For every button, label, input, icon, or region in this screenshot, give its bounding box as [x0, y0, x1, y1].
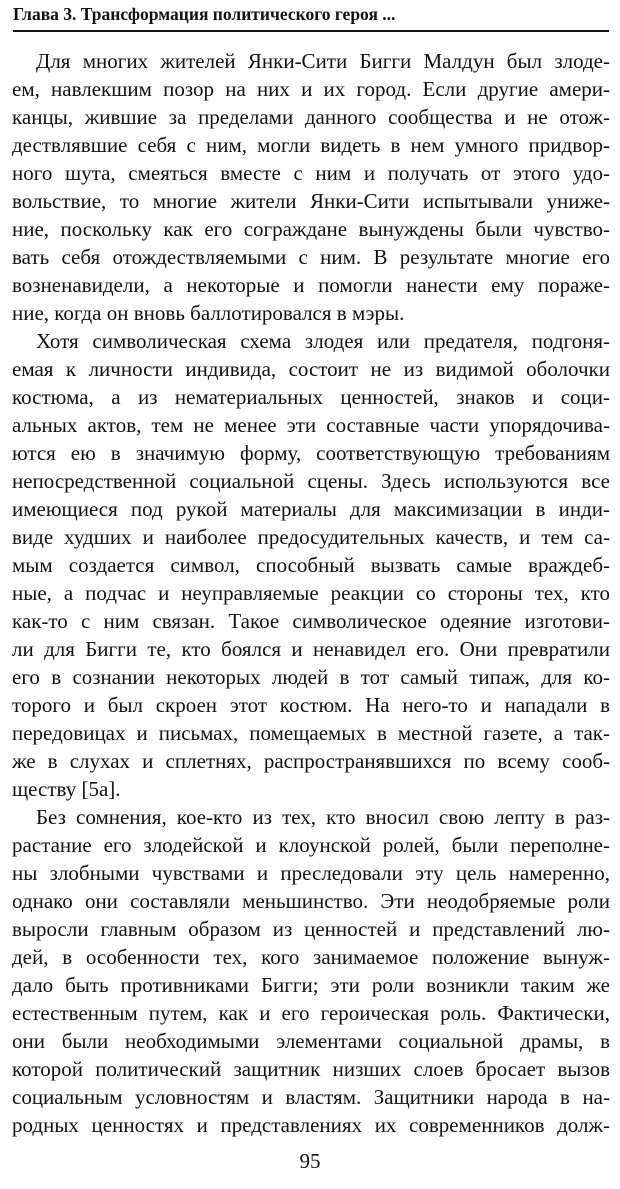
text-line: альных актов, тем не менее эти составные части упорядочива- — [12, 413, 610, 437]
text-line: Без сомнения, кое-кто из тех, кто вносил свою лепту в раз- — [36, 805, 610, 829]
text-line: вольствие, то многие жители Янки-Сити испытывали униже- — [12, 189, 610, 213]
text-line: ли для Бигги те, кто боялся и ненавидел его. Они превратили — [12, 637, 610, 661]
text-line: Для многих жителей Янки-Сити Бигги Малдун был злоде- — [36, 49, 610, 73]
text-line: они были необходимыми элементами социальной драмы, в — [12, 1029, 610, 1053]
page-number: 95 — [299, 1149, 321, 1173]
text-line: возненавидели, а некоторые и помогли нанести ему пораже- — [12, 273, 610, 297]
text-line: естественным путем, как и его героическая роль. Фактически, — [12, 1001, 610, 1025]
text-line: ние, когда он вновь баллотировался в мэры. — [12, 301, 405, 325]
text-line: виде худших и наиболее предосудительных качеств, и тем са- — [12, 525, 610, 549]
text-line: растание его злодейской и клоунской ролей, были переполне- — [12, 833, 610, 857]
text-line: родных ценностях и представлениях их современников долж- — [12, 1113, 610, 1137]
text-line: дествлявшие себя с ним, могли видеть в нем умного придвор- — [12, 133, 610, 157]
text-line: мым создается символ, способный вызвать самые враждеб- — [12, 553, 610, 577]
text-line: ные, а подчас и неуправляемые реакции со стороны тех, кто — [12, 581, 610, 605]
text-line: же в слухах и сплетнях, распространявшихся по всему сооб- — [12, 749, 610, 773]
text-line: которой политический защитник низших слоев бросает вызов — [12, 1057, 610, 1081]
text-line: ществу [5a]. — [12, 777, 121, 801]
text-line: вать себя отождествляемыми с ним. В результате многие его — [12, 245, 610, 269]
text-line: выросли главным образом из ценностей и представлений лю- — [12, 917, 610, 941]
text-line: ются ею в значимую форму, соответствующую требованиям — [12, 441, 610, 465]
text-line: имеющиеся под рукой материалы для максимизации в инди- — [12, 497, 610, 521]
text-line: ние, поскольку как его сограждане вынуждены были чувство- — [12, 217, 610, 241]
header-rule — [13, 30, 609, 32]
text-line: канцы, жившие за пределами данного сообщества и не отож- — [12, 105, 610, 129]
text-line: его в сознании некоторых людей в тот самый типаж, для ко- — [12, 665, 610, 689]
text-line: социальным условностям и властям. Защитники народа в на- — [12, 1085, 610, 1109]
text-line: как-то с ним связан. Такое символическое одеяние изготови- — [12, 609, 610, 633]
text-line: передовицах и письмах, помещаемых в местной газете, а так- — [12, 721, 610, 745]
text-line: емая к личности индивида, состоит не из видимой оболочки — [12, 357, 610, 381]
text-line: дей, в особенности тех, кого занимаемое положение вынуж- — [12, 945, 610, 969]
text-line: однако они составляли меньшинство. Эти неодобряемые роли — [12, 889, 610, 913]
text-line: ны злобными чувствами и преследовали эту цель намеренно, — [12, 861, 610, 885]
text-line: ем, навлекшим позор на них и их город. Если другие амери- — [12, 77, 610, 101]
text-line: дало быть противниками Бигги; эти роли возникли таким же — [12, 973, 610, 997]
text-line: Хотя символическая схема злодея или предателя, подгоня- — [36, 329, 610, 353]
running-head: Глава 3. Трансформация политического героя ... — [13, 4, 396, 24]
text-line: костюма, а из нематериальных ценностей, знаков и соци- — [12, 385, 610, 409]
text-line: торого и был скроен этот костюм. На него-то и нападали в — [12, 693, 610, 717]
text-line: непосредственной социальной сцены. Здесь используются все — [12, 469, 610, 493]
text-line: ного шута, смеяться вместе с ним и получать от этого удо- — [12, 161, 610, 185]
